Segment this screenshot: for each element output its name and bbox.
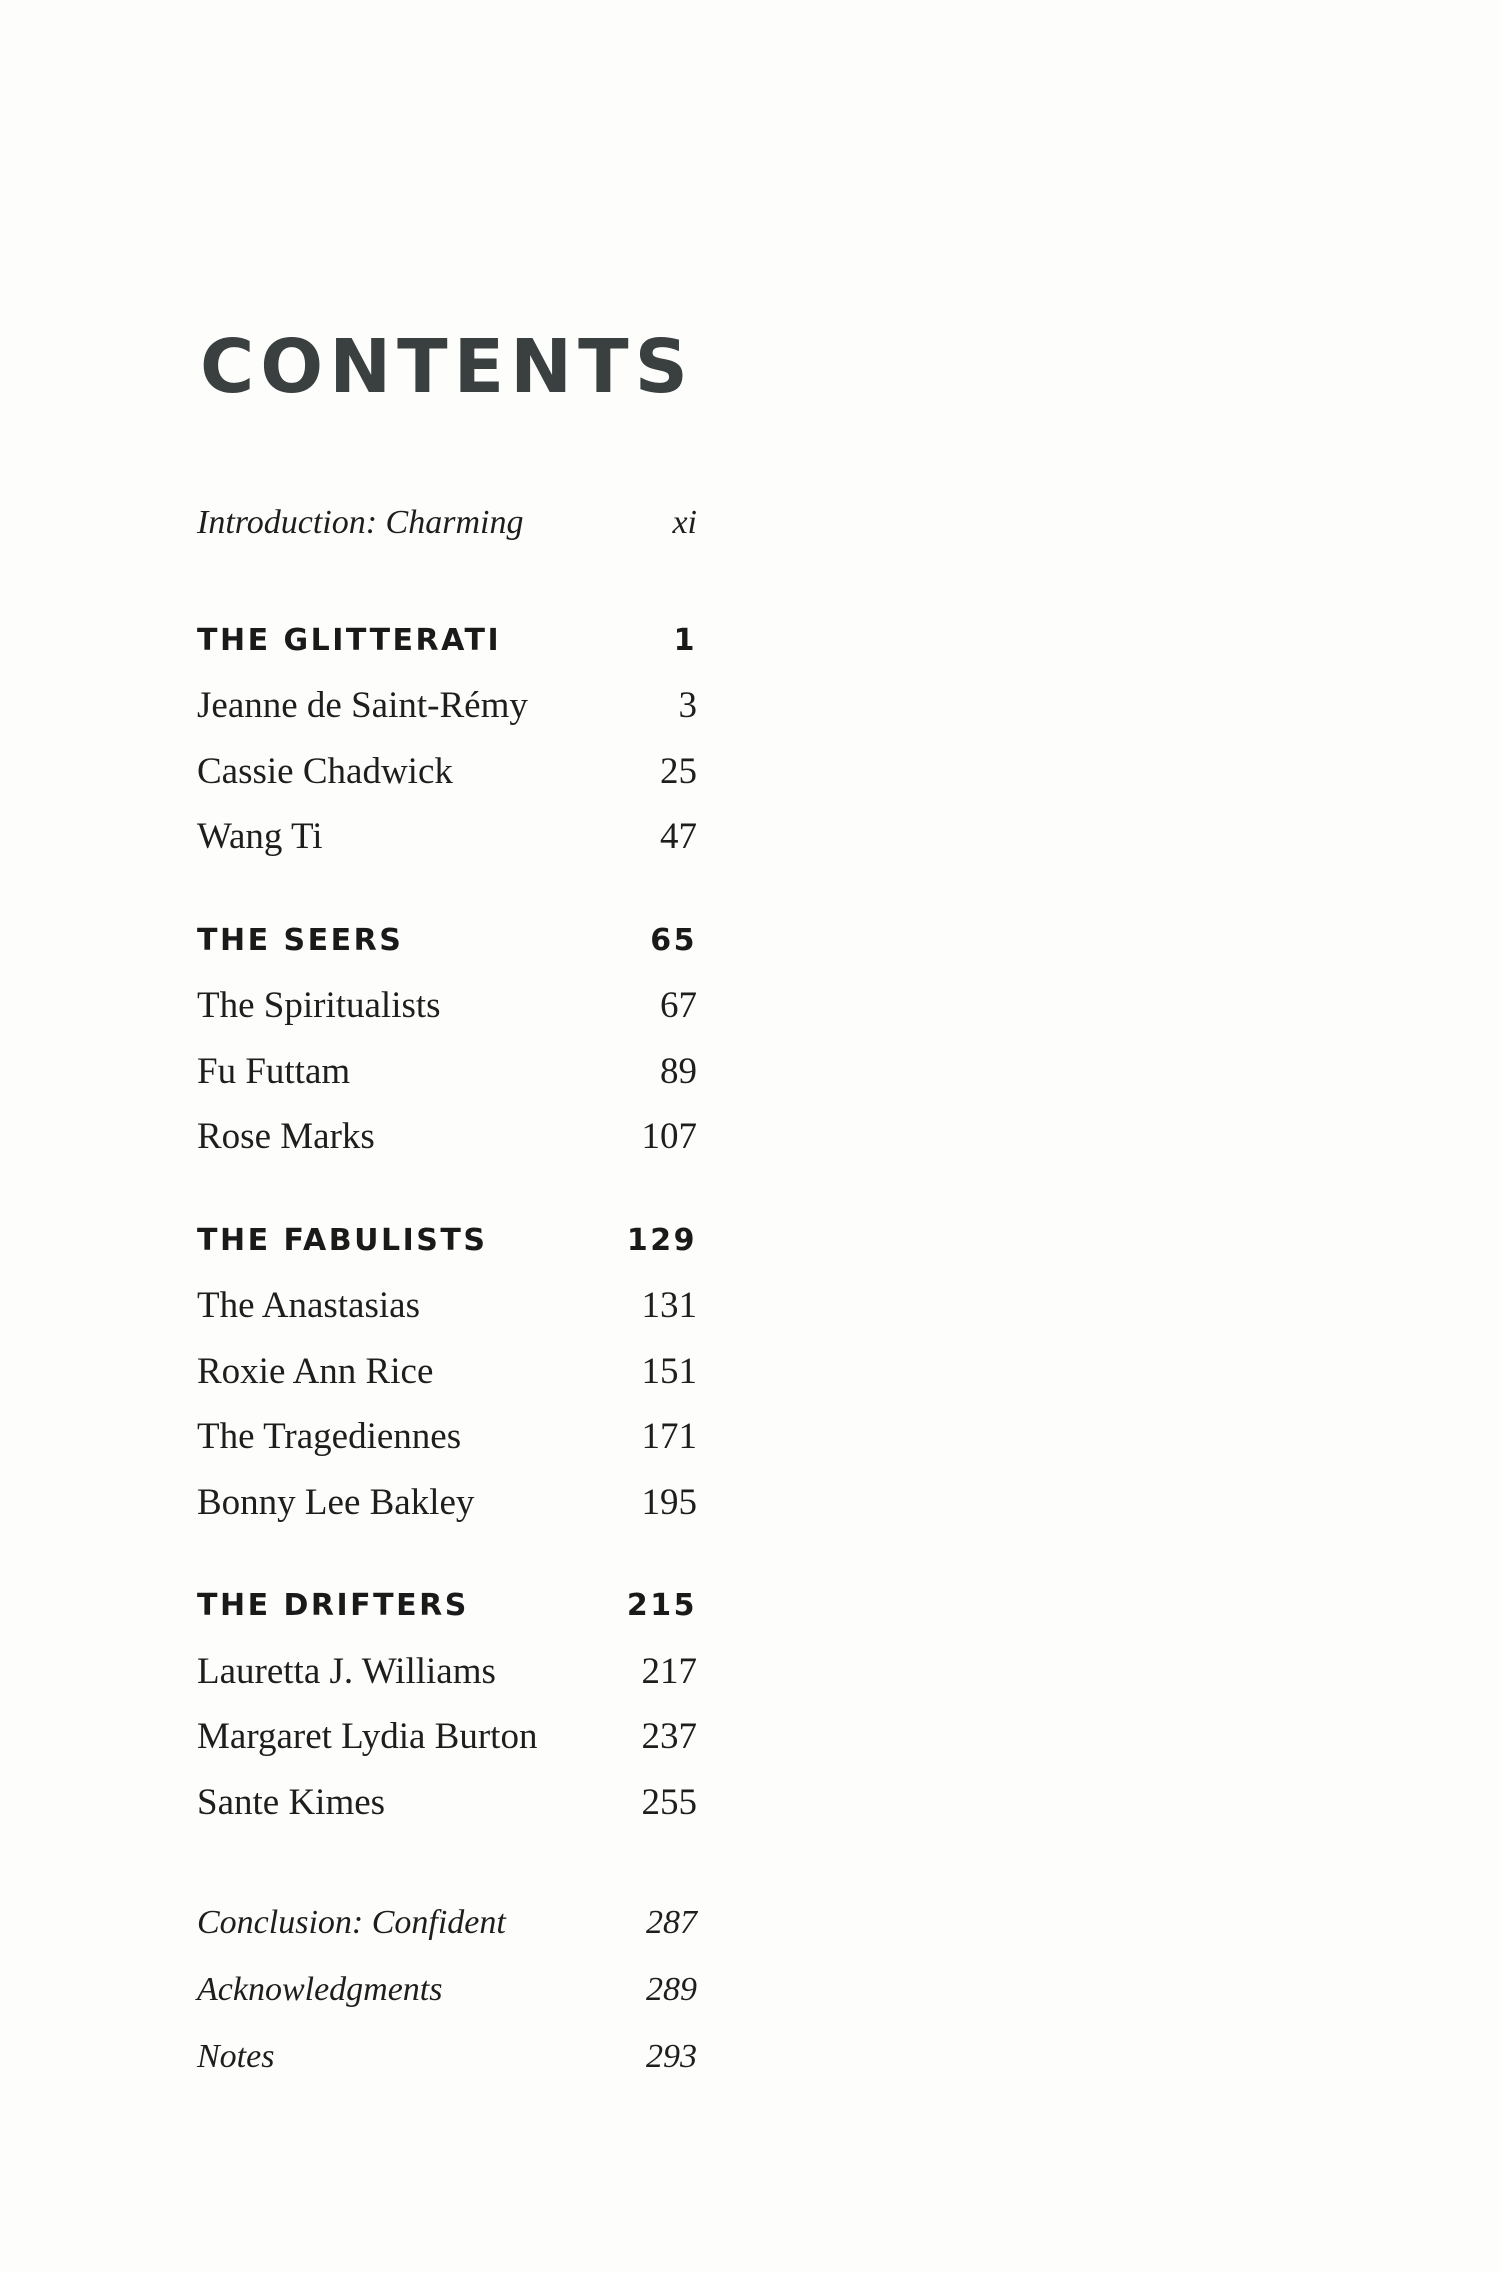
toc-entry-title: Wang Ti (197, 816, 323, 857)
toc-entry-title: The Spiritualists (197, 985, 441, 1026)
toc-entry (197, 1273, 697, 1339)
toc-entry-title: Cassie Chadwick (197, 750, 453, 792)
toc-entry-conclusion (197, 1889, 697, 1956)
section-page: 1 (673, 622, 697, 658)
toc-entry (197, 1770, 697, 1836)
toc-section-heading (197, 608, 697, 674)
toc-entry-title: Roxie Ann Rice (197, 1350, 434, 1392)
toc-entry-introduction (197, 490, 697, 556)
toc-entry (197, 1704, 697, 1770)
toc-entry-title: Notes (197, 2038, 275, 2075)
toc-entry-acknowledgments (197, 1956, 697, 2023)
toc-entry-page: 255 (641, 1781, 697, 1823)
toc-entry (197, 804, 697, 870)
toc-entry (197, 973, 697, 1039)
table-of-contents (197, 490, 697, 2090)
section-title: THE SEERS (197, 922, 404, 958)
toc-entry-title: Margaret Lydia Burton (197, 1716, 538, 1757)
toc-entry (197, 1039, 697, 1105)
toc-entry (197, 673, 697, 739)
toc-entry-page: 151 (641, 1350, 697, 1392)
toc-entry (197, 1339, 697, 1405)
section-title: THE GLITTERATI (197, 622, 502, 658)
toc-entry (197, 1404, 697, 1470)
toc-entry-title: The Tragediennes (197, 1416, 462, 1457)
section-page: 65 (650, 922, 697, 958)
section-page: 129 (626, 1222, 697, 1258)
toc-entry-title: Jeanne de Saint-Rémy (197, 685, 528, 726)
toc-entry-page: 289 (646, 1971, 697, 2008)
toc-entry-title: Rose Marks (197, 1116, 375, 1157)
toc-entry-title: The Anastasias (197, 1285, 420, 1326)
toc-entry (197, 1470, 697, 1536)
toc-entry-page: 293 (646, 2038, 697, 2075)
section-title: THE DRIFTERS (197, 1588, 469, 1623)
toc-entry-page: 25 (660, 750, 697, 792)
toc-entry-title: Conclusion: Confident (197, 1904, 506, 1941)
section-page: 215 (626, 1588, 697, 1623)
toc-entry-title: Introduction: Charming (197, 504, 524, 541)
toc-entry-page: 47 (660, 816, 697, 857)
toc-entry-title: Fu Futtam (197, 1050, 351, 1092)
toc-entry (197, 1639, 697, 1705)
toc-section-heading (197, 908, 697, 974)
toc-section-heading (197, 1573, 697, 1639)
toc-entry-title: Lauretta J. Williams (197, 1650, 496, 1692)
toc-entry (197, 1104, 697, 1170)
toc-entry-page: xi (672, 504, 697, 541)
toc-entry-page: 287 (646, 1904, 697, 1941)
toc-entry-title: Sante Kimes (197, 1781, 386, 1823)
toc-entry-title: Acknowledgments (197, 1971, 443, 2008)
toc-entry-page: 237 (641, 1716, 697, 1757)
toc-entry-page: 3 (678, 685, 697, 726)
toc-entry-page: 195 (641, 1481, 697, 1523)
page-title: CONTENTS (200, 324, 694, 410)
toc-entry-title: Bonny Lee Bakley (197, 1481, 475, 1523)
toc-entry (197, 739, 697, 805)
toc-entry-notes (197, 2023, 697, 2090)
toc-entry-page: 67 (660, 985, 697, 1026)
toc-entry-page: 171 (641, 1416, 697, 1457)
toc-entry-page: 131 (641, 1285, 697, 1326)
toc-entry-page: 89 (660, 1050, 697, 1092)
section-title: THE FABULISTS (197, 1222, 488, 1258)
toc-entry-page: 217 (641, 1650, 697, 1692)
toc-section-heading (197, 1208, 697, 1274)
toc-entry-page: 107 (641, 1116, 697, 1157)
